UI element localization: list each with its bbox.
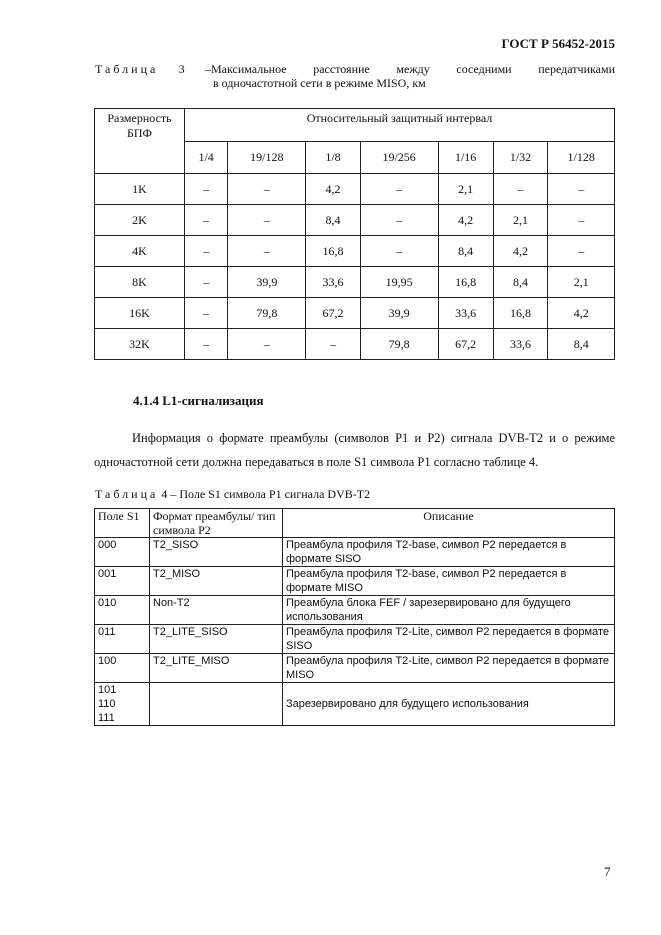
distance-cell: – bbox=[228, 236, 306, 267]
field-s1-cell: 101 110 111 bbox=[95, 683, 150, 726]
distance-cell: – bbox=[228, 205, 306, 236]
distance-cell: – bbox=[185, 174, 228, 205]
description-cell: Преамбула профиля T2-Lite, символ P2 передается в формате MISO bbox=[283, 654, 615, 683]
field-s1-cell: 011 bbox=[95, 625, 150, 654]
distance-cell: – bbox=[185, 267, 228, 298]
distance-cell: – bbox=[360, 205, 438, 236]
distance-cell: 33,6 bbox=[438, 298, 493, 329]
table4-caption bbox=[95, 487, 370, 502]
distance-cell: – bbox=[185, 329, 228, 360]
table3-caption-label: Таблица bbox=[95, 62, 159, 76]
distance-cell: – bbox=[493, 174, 548, 205]
description-cell: Преамбула блока FEF / зарезервировано для будущего использования bbox=[283, 596, 615, 625]
table3-interval-header: 1/32 bbox=[493, 142, 548, 174]
distance-cell: 4,2 bbox=[438, 205, 493, 236]
description-cell: Преамбула профиля T2-Lite, символ P2 передается в формате SISO bbox=[283, 625, 615, 654]
distance-cell: 16,8 bbox=[438, 267, 493, 298]
distance-cell: – bbox=[185, 205, 228, 236]
distance-cell: 4,2 bbox=[306, 174, 360, 205]
format-cell: T2_LITE_MISO bbox=[150, 654, 283, 683]
distance-cell: 8,4 bbox=[438, 236, 493, 267]
distance-cell: – bbox=[228, 329, 306, 360]
table-row bbox=[95, 236, 615, 267]
table-row bbox=[95, 654, 615, 683]
table3 bbox=[94, 108, 615, 360]
distance-cell: 39,9 bbox=[228, 267, 306, 298]
description-cell: Зарезервировано для будущего использования bbox=[283, 683, 615, 726]
table-row bbox=[95, 329, 615, 360]
table-row bbox=[95, 596, 615, 625]
table3-interval-header: 1/128 bbox=[548, 142, 615, 174]
distance-cell: – bbox=[360, 236, 438, 267]
distance-cell: 79,8 bbox=[228, 298, 306, 329]
distance-cell: 8,4 bbox=[493, 267, 548, 298]
fft-size-cell: 2K bbox=[95, 205, 185, 236]
table4-caption-label: Таблица bbox=[95, 487, 159, 501]
table3-interval-header: 19/256 bbox=[360, 142, 438, 174]
description-cell: Преамбула профиля T2-base, символ P2 передается в формате MISO bbox=[283, 567, 615, 596]
distance-cell: 8,4 bbox=[306, 205, 360, 236]
table-row bbox=[95, 174, 615, 205]
distance-cell: 39,9 bbox=[360, 298, 438, 329]
table-row bbox=[95, 267, 615, 298]
table-row bbox=[95, 567, 615, 596]
distance-cell: 8,4 bbox=[548, 329, 615, 360]
distance-cell: 19,95 bbox=[360, 267, 438, 298]
distance-cell: 79,8 bbox=[360, 329, 438, 360]
distance-cell: 4,2 bbox=[548, 298, 615, 329]
distance-cell: 2,1 bbox=[493, 205, 548, 236]
distance-cell: – bbox=[306, 329, 360, 360]
field-s1-cell: 010 bbox=[95, 596, 150, 625]
table3-caption-number: 3 bbox=[178, 62, 185, 76]
page-number: 7 bbox=[604, 864, 611, 879]
field-s1-cell: 000 bbox=[95, 538, 150, 567]
format-cell: T2_SISO bbox=[150, 538, 283, 567]
distance-cell: – bbox=[548, 236, 615, 267]
table-row bbox=[95, 538, 615, 567]
table4-format-header: Формат преамбулы/ тип символа P2 bbox=[150, 509, 283, 538]
table3-caption bbox=[95, 62, 615, 90]
field-s1-cell: 001 bbox=[95, 567, 150, 596]
table3-caption-text: –Максимальное расстояние между соседними передатчиками bbox=[204, 62, 615, 76]
table4-caption-text: 4 – Поле S1 символа P1 сигнала DVB-T2 bbox=[161, 487, 371, 501]
distance-cell: 67,2 bbox=[306, 298, 360, 329]
fft-size-cell: 8K bbox=[95, 267, 185, 298]
section-paragraph bbox=[94, 426, 615, 474]
format-cell: Non-T2 bbox=[150, 596, 283, 625]
distance-cell: 2,1 bbox=[548, 267, 615, 298]
distance-cell: – bbox=[360, 174, 438, 205]
distance-cell: – bbox=[185, 236, 228, 267]
distance-cell: 16,8 bbox=[493, 298, 548, 329]
distance-cell: – bbox=[228, 174, 306, 205]
fft-size-cell: 4K bbox=[95, 236, 185, 267]
distance-cell: 67,2 bbox=[438, 329, 493, 360]
table3-interval-header: 1/4 bbox=[185, 142, 228, 174]
paragraph-line-1: Информация о формате преамбулы (символов P1 и P2) сигнала DVB-T2 и о режиме bbox=[132, 431, 615, 445]
paragraph-line-2: одночастотной сети должна передаваться в поле S1 символа P1 согласно таблице 4. bbox=[94, 455, 539, 469]
table3-fft-header: Размерность БПФ bbox=[95, 109, 185, 174]
table-row bbox=[95, 205, 615, 236]
description-cell: Преамбула профиля T2-base, символ P2 передается в формате SISO bbox=[283, 538, 615, 567]
table-row bbox=[95, 683, 615, 726]
table4-body bbox=[95, 538, 615, 726]
distance-cell: 16,8 bbox=[306, 236, 360, 267]
format-cell bbox=[150, 683, 283, 726]
table3-interval-header: 1/8 bbox=[306, 142, 360, 174]
table-row bbox=[95, 625, 615, 654]
table4-field-header: Поле S1 bbox=[95, 509, 150, 538]
distance-cell: – bbox=[548, 205, 615, 236]
document-code: ГОСТ Р 56452-2015 bbox=[501, 36, 615, 51]
format-cell: T2_LITE_SISO bbox=[150, 625, 283, 654]
fft-size-cell: 32K bbox=[95, 329, 185, 360]
distance-cell: – bbox=[185, 298, 228, 329]
table3-interval-header: 19/128 bbox=[228, 142, 306, 174]
format-cell: T2_MISO bbox=[150, 567, 283, 596]
distance-cell: 2,1 bbox=[438, 174, 493, 205]
table4-description-header: Описание bbox=[283, 509, 615, 538]
distance-cell: 33,6 bbox=[493, 329, 548, 360]
distance-cell: 33,6 bbox=[306, 267, 360, 298]
fft-size-cell: 16K bbox=[95, 298, 185, 329]
distance-cell: 4,2 bbox=[493, 236, 548, 267]
table3-interval-header: 1/16 bbox=[438, 142, 493, 174]
section-heading: 4.1.4 L1-сигнализация bbox=[133, 393, 264, 408]
table-row bbox=[95, 298, 615, 329]
table3-guard-interval-header: Относительный защитный интервал bbox=[185, 109, 615, 142]
field-s1-cell: 100 bbox=[95, 654, 150, 683]
table3-caption-line2: в одночастотной сети в режиме MISO, км bbox=[213, 76, 426, 90]
fft-size-cell: 1K bbox=[95, 174, 185, 205]
table3-body bbox=[95, 174, 615, 360]
table4 bbox=[94, 508, 615, 726]
distance-cell: – bbox=[548, 174, 615, 205]
